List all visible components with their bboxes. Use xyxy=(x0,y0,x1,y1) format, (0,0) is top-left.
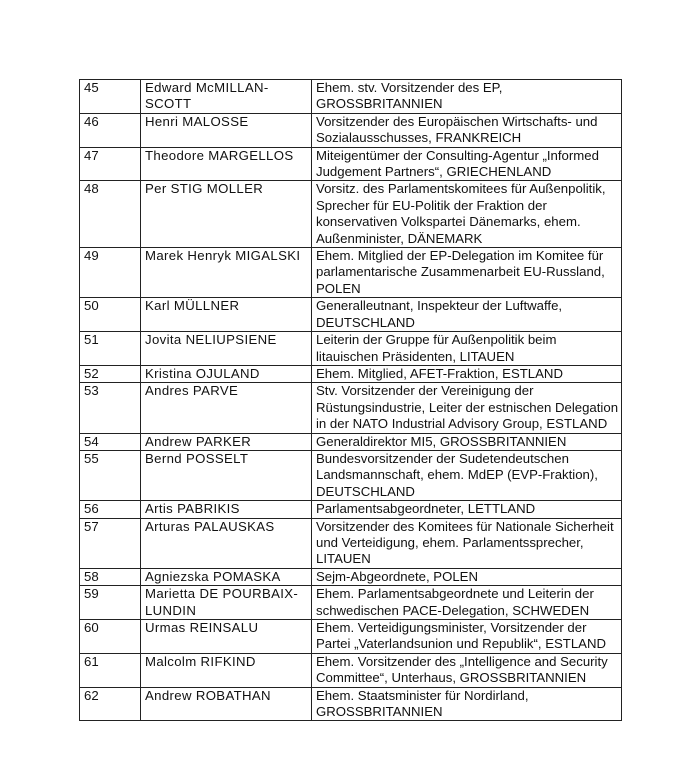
row-number: 54 xyxy=(80,433,141,450)
person-description: Vorsitzender des Komitees für Nationale Sicherheit und Verteidigung, ehem. Parlamentssprecher, LITAUEN xyxy=(312,518,622,568)
row-number: 53 xyxy=(80,383,141,433)
table-row xyxy=(80,147,622,181)
person-name: Per STIG MOLLER xyxy=(141,181,312,248)
table-row xyxy=(80,332,622,366)
row-number: 59 xyxy=(80,586,141,620)
persons-table-body xyxy=(80,80,622,721)
table-row xyxy=(80,653,622,687)
table-row xyxy=(80,568,622,585)
person-name: Edward McMILLAN-SCOTT xyxy=(141,80,312,114)
person-description: Miteigentümer der Consulting-Agentur „Informed Judgement Partners“, GRIECHENLAND xyxy=(312,147,622,181)
person-description: Leiterin der Gruppe für Außenpolitik beim litauischen Präsidenten, LITAUEN xyxy=(312,332,622,366)
person-name: Jovita NELIUPSIENE xyxy=(141,332,312,366)
person-description: Stv. Vorsitzender der Vereinigung der Rüstungsindustrie, Leiter der estnischen Delegation in der NATO Industrial Advisory Group, ESTLAND xyxy=(312,383,622,433)
row-number: 56 xyxy=(80,501,141,518)
person-description: Ehem. Vorsitzender des „Intelligence and Security Committee“, Unterhaus, GROSSBRITANNIEN xyxy=(312,653,622,687)
person-description: Sejm-Abgeordnete, POLEN xyxy=(312,568,622,585)
table-row xyxy=(80,687,622,721)
table-row xyxy=(80,181,622,248)
person-name: Henri MALOSSE xyxy=(141,113,312,147)
person-name: Malcolm RIFKIND xyxy=(141,653,312,687)
row-number: 46 xyxy=(80,113,141,147)
row-number: 55 xyxy=(80,450,141,500)
table-row xyxy=(80,113,622,147)
row-number: 49 xyxy=(80,248,141,298)
person-name: Karl MÜLLNER xyxy=(141,298,312,332)
table-row xyxy=(80,383,622,433)
persons-table xyxy=(79,79,622,721)
row-number: 62 xyxy=(80,687,141,721)
person-description: Vorsitz. des Parlamentskomitees für Außenpolitik, Sprecher für EU-Politik der Fraktion der konservativen Volkspartei Dänemarks, ehem. Außenminister, DÄNEMARK xyxy=(312,181,622,248)
person-name: Theodore MARGELLOS xyxy=(141,147,312,181)
row-number: 61 xyxy=(80,653,141,687)
person-description: Bundesvorsitzender der Sudetendeutschen Landsmannschaft, ehem. MdEP (EVP-Fraktion), DEUTSCHLAND xyxy=(312,450,622,500)
person-description: Ehem. Staatsminister für Nordirland, GROSSBRITANNIEN xyxy=(312,687,622,721)
person-description: Ehem. stv. Vorsitzender des EP, GROSSBRITANNIEN xyxy=(312,80,622,114)
row-number: 57 xyxy=(80,518,141,568)
person-description: Generaldirektor MI5, GROSSBRITANNIEN xyxy=(312,433,622,450)
person-name: Andrew PARKER xyxy=(141,433,312,450)
person-name: Andrew ROBATHAN xyxy=(141,687,312,721)
person-description: Ehem. Mitglied, AFET-Fraktion, ESTLAND xyxy=(312,365,622,382)
person-name: Andres PARVE xyxy=(141,383,312,433)
row-number: 48 xyxy=(80,181,141,248)
table-row xyxy=(80,501,622,518)
person-description: Ehem. Verteidigungsminister, Vorsitzender der Partei „Vaterlandsunion und Republik“, ESTLAND xyxy=(312,620,622,654)
row-number: 50 xyxy=(80,298,141,332)
person-description: Vorsitzender des Europäischen Wirtschafts- und Sozialausschusses, FRANKREICH xyxy=(312,113,622,147)
table-row xyxy=(80,518,622,568)
row-number: 58 xyxy=(80,568,141,585)
person-name: Urmas REINSALU xyxy=(141,620,312,654)
table-row xyxy=(80,450,622,500)
row-number: 60 xyxy=(80,620,141,654)
row-number: 45 xyxy=(80,80,141,114)
person-description: Ehem. Parlamentsabgeordnete und Leiterin der schwedischen PACE-Delegation, SCHWEDEN xyxy=(312,586,622,620)
person-name: Marek Henryk MIGALSKI xyxy=(141,248,312,298)
table-row xyxy=(80,433,622,450)
person-name: Agniezska POMASKA xyxy=(141,568,312,585)
person-description: Parlamentsabgeordneter, LETTLAND xyxy=(312,501,622,518)
row-number: 47 xyxy=(80,147,141,181)
person-description: Ehem. Mitglied der EP-Delegation im Komitee für parlamentarische Zusammenarbeit EU-Russland, POLEN xyxy=(312,248,622,298)
person-name: Marietta DE POURBAIX-LUNDIN xyxy=(141,586,312,620)
table-row xyxy=(80,620,622,654)
person-name: Arturas PALAUSKAS xyxy=(141,518,312,568)
person-description: Generalleutnant, Inspekteur der Luftwaffe, DEUTSCHLAND xyxy=(312,298,622,332)
person-name: Kristina OJULAND xyxy=(141,365,312,382)
table-row xyxy=(80,80,622,114)
person-name: Bernd POSSELT xyxy=(141,450,312,500)
table-row xyxy=(80,248,622,298)
table-row xyxy=(80,365,622,382)
table-row xyxy=(80,298,622,332)
person-name: Artis PABRIKIS xyxy=(141,501,312,518)
row-number: 51 xyxy=(80,332,141,366)
table-row xyxy=(80,586,622,620)
row-number: 52 xyxy=(80,365,141,382)
